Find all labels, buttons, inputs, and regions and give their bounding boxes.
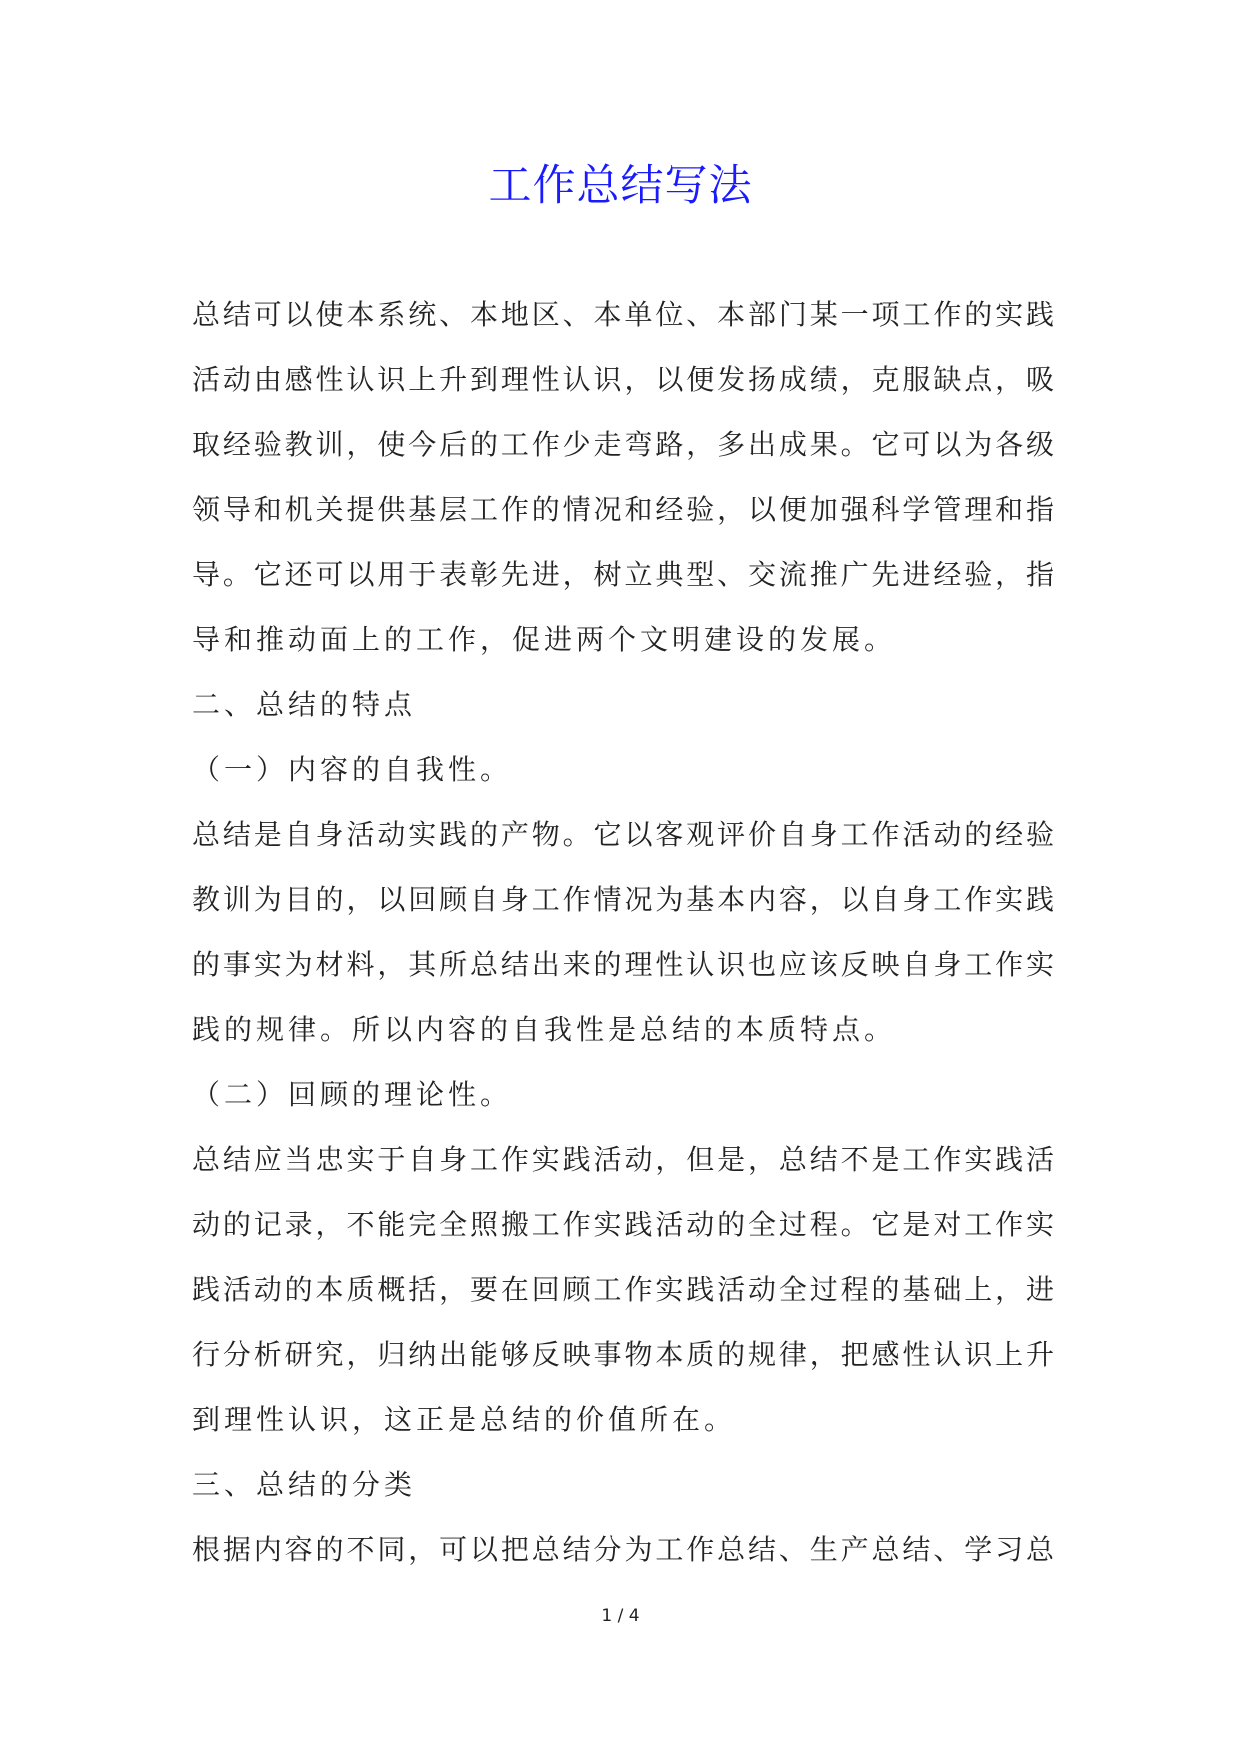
- text-line: 根据内容的不同，可以把总结分为工作总结、生产总结、学习总: [192, 1533, 1054, 1566]
- section-heading: 三、总结的分类: [192, 1468, 417, 1501]
- text-line: 教训为目的，以回顾自身工作情况为基本内容，以自身工作实践: [192, 883, 1054, 916]
- text-line: 动的记录，不能完全照搬工作实践活动的全过程。它是对工作实: [192, 1208, 1054, 1241]
- text-line: 导和推动面上的工作，促进两个文明建设的发展。: [192, 623, 897, 656]
- document-title: 工作总结写法: [488, 161, 753, 211]
- text-line: 导。它还可以用于表彰先进，树立典型、交流推广先进经验，指: [192, 558, 1054, 591]
- text-line: 总结应当忠实于自身工作实践活动，但是，总结不是工作实践活: [192, 1143, 1054, 1176]
- subsection-heading: （二）回顾的理论性。: [192, 1078, 513, 1111]
- text-line: 总结可以使本系统、本地区、本单位、本部门某一项工作的实践: [192, 298, 1054, 331]
- text-line: 总结是自身活动实践的产物。它以客观评价自身工作活动的经验: [192, 818, 1054, 851]
- document-body: [192, 282, 1054, 1582]
- text-line: 践活动的本质概括，要在回顾工作实践活动全过程的基础上，进: [192, 1273, 1054, 1306]
- subsection-heading: （一）内容的自我性。: [192, 753, 513, 786]
- text-line: 践的规律。所以内容的自我性是总结的本质特点。: [192, 1013, 897, 1046]
- text-line: 到理性认识，这正是总结的价值所在。: [192, 1403, 737, 1436]
- text-line: 的事实为材料，其所总结出来的理性认识也应该反映自身工作实: [192, 948, 1054, 981]
- text-line: 活动由感性认识上升到理性认识，以便发扬成绩，克服缺点，吸: [192, 363, 1054, 396]
- page-number: 1 / 4: [601, 1606, 640, 1626]
- section-heading: 二、总结的特点: [192, 688, 417, 721]
- text-line: 领导和机关提供基层工作的情况和经验，以便加强科学管理和指: [192, 493, 1054, 526]
- text-line: 取经验教训，使今后的工作少走弯路，多出成果。它可以为各级: [192, 428, 1054, 461]
- text-line: 行分析研究，归纳出能够反映事物本质的规律，把感性认识上升: [192, 1338, 1054, 1371]
